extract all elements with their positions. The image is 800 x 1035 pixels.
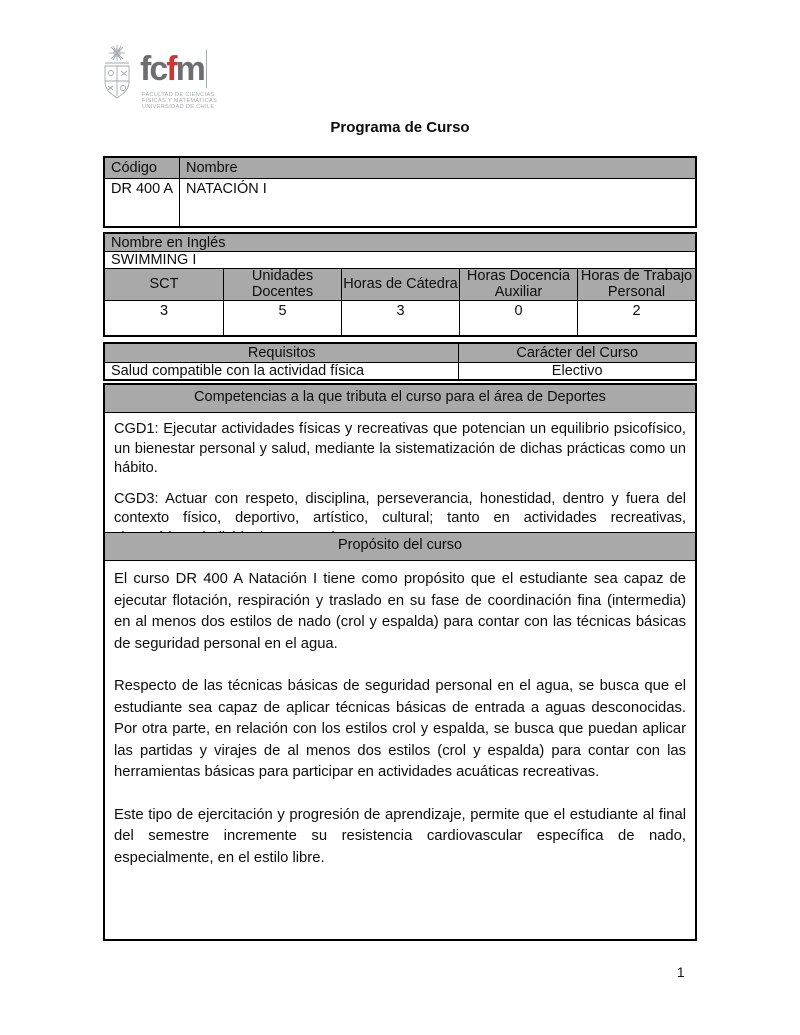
fcfm-wordmark xyxy=(140,51,207,87)
wordmark-m: m xyxy=(176,50,207,88)
requirements-value-cell: Salud compatible con la actividad física xyxy=(111,363,365,379)
credit-value-horas-trabajo-personal: 2 xyxy=(577,301,695,335)
course-program-table xyxy=(103,156,697,941)
credit-header-horas-trabajo-personal xyxy=(577,269,695,300)
english-name-header-cell: Nombre en Inglés xyxy=(105,234,695,251)
credit-header-unidades-docentes xyxy=(223,269,341,300)
logo-caption-line3: UNIVERSIDAD DE CHILE xyxy=(142,104,215,110)
credit-header-hda-line2: Auxiliar xyxy=(494,283,543,300)
purpose-text-cell xyxy=(105,561,695,939)
credit-header-ud-line1: Unidades xyxy=(251,268,314,284)
university-logo xyxy=(95,43,225,109)
credit-header-htp-line1: Horas de Trabajo xyxy=(580,268,693,284)
purpose-paragraph-2: Respecto de las técnicas básicas de seguridad personal en el agua, se busca que el estudiante sea capaz de aplicar técnicas básicas de entrada a aguas desconocidas. Por otra parte, en relación con los estilos crol y espalda, se busca que puedan aplicar las partidas y virajes de al menos dos estilos (crol y espalda) para contar con las herramientas básicas para participar en actividades acuáticas recreativas. xyxy=(114,678,686,780)
course-name-cell: NATACIÓN I xyxy=(179,179,695,226)
purpose-header-cell: Propósito del curso xyxy=(105,533,695,560)
wordmark-f-red: f xyxy=(166,50,176,88)
english-name-cell: SWIMMING I xyxy=(111,252,197,268)
credit-header-hda-line1: Horas Docencia xyxy=(466,268,571,284)
section-english-hours xyxy=(103,232,697,337)
section-code-name xyxy=(103,156,697,228)
name-header-cell: Nombre xyxy=(179,158,695,178)
course-character-header-cell: Carácter del Curso xyxy=(458,344,695,362)
code-header-cell: Código xyxy=(105,158,179,178)
course-code-cell: DR 400 A xyxy=(111,181,174,197)
credit-header-sct xyxy=(105,269,223,300)
wordmark-fc: fc xyxy=(140,50,167,88)
course-character-value-cell: Electivo xyxy=(458,363,695,379)
page-number: 1 xyxy=(677,965,685,980)
logo-caption xyxy=(142,92,217,110)
purpose-paragraph-3: Este tipo de ejercitación y progresión de aprendizaje, permite que el estudiante al final del semestre incremente su resistencia cardiovascular específica de nado, especialmente, en el estilo libre. xyxy=(114,806,686,866)
competency-cgd1: CGD1: Ejecutar actividades físicas y recreativas que potencian un equilibrio psicofísico, un bienestar personal y salud, mediante la sistematización de dichas prácticas como un hábito. xyxy=(114,421,686,476)
logo-caption-line1: FACULTAD DE CIENCIAS xyxy=(142,92,215,98)
credit-header-hc-line1: Horas de Cátedra xyxy=(343,275,458,292)
credit-header-ud-line2: Docentes xyxy=(251,283,314,300)
credit-value-sct: 3 xyxy=(159,303,169,319)
purpose-paragraph-1: El curso DR 400 A Natación I tiene como propósito que el estudiante sea capaz de ejecutar flotación, respiración y traslado en su fase de coordinación fina (intermedia) en al menos dos estilos de nado (crol y espalda) para contar con las técnicas básicas de seguridad personal en el agua. xyxy=(114,571,686,652)
credit-value-horas-docencia-auxiliar: 0 xyxy=(459,301,577,335)
competency-cgd3: CGD3: Actuar con respeto, disciplina, perseverancia, honestidad, dentro y fuera del contexto físico, deportivo, artístico, cultural; tanto en actividades recreativas, xyxy=(114,490,686,526)
credit-header-htp-line2: Personal xyxy=(607,283,666,300)
section-requirements xyxy=(103,342,697,381)
university-shield-icon xyxy=(98,44,136,102)
credit-value-horas-catedra: 3 xyxy=(341,301,459,335)
credit-header-horas-catedra xyxy=(341,269,459,300)
requirements-header-cell: Requisitos xyxy=(105,344,458,362)
section-competencies-purpose xyxy=(103,383,697,941)
credit-header-sct-line1: SCT xyxy=(149,275,179,292)
page-title: Programa de Curso xyxy=(330,119,470,136)
competencies-header-cell: Competencias a la que tributa el curso para el área de Deportes xyxy=(105,385,695,412)
credit-header-horas-docencia-auxiliar xyxy=(459,269,577,300)
logo-caption-line2: FISICAS Y MATEMATICAS xyxy=(142,98,218,104)
credit-value-unidades-docentes: 5 xyxy=(223,301,341,335)
